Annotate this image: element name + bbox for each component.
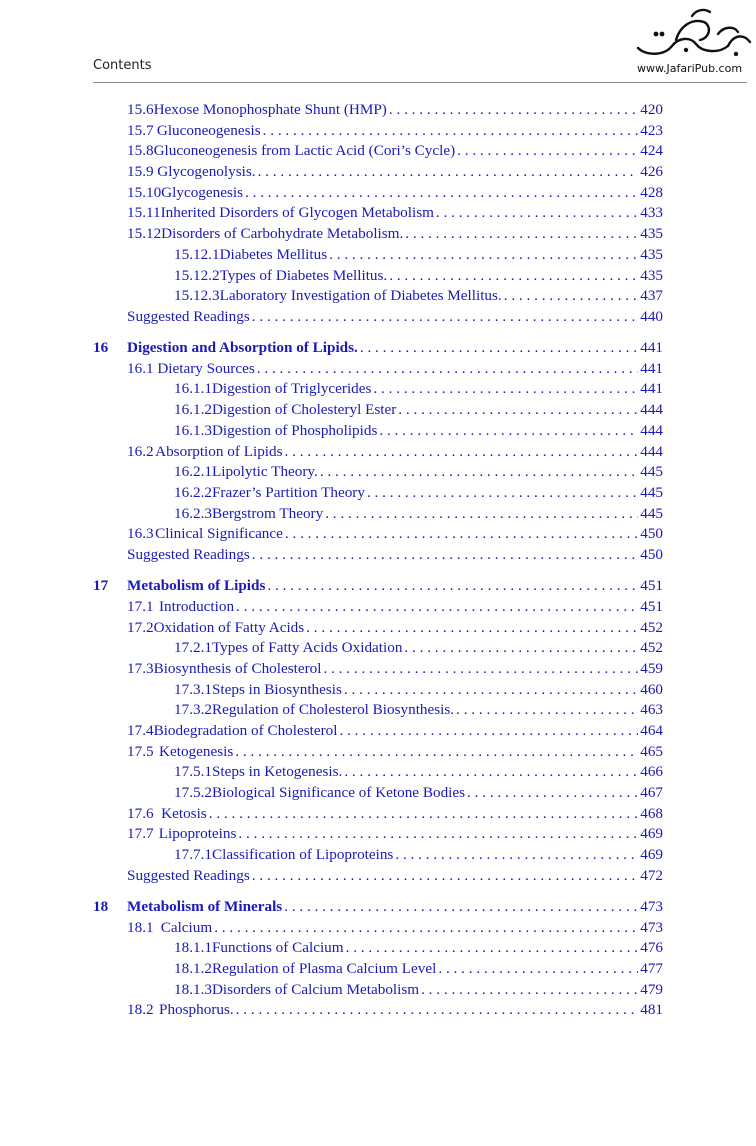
toc-entry-link[interactable] xyxy=(127,597,663,618)
toc-entry-link[interactable] xyxy=(127,162,663,183)
dot-leader xyxy=(436,203,638,224)
dot-leader xyxy=(258,162,639,183)
page-number: 463 xyxy=(640,701,663,719)
toc-entry-link[interactable] xyxy=(127,338,663,359)
toc-entry-link[interactable] xyxy=(127,545,663,566)
dot-leader xyxy=(504,286,638,307)
dot-leader xyxy=(252,545,638,566)
page-number: 444 xyxy=(640,421,663,439)
section-number: 15.12.2 xyxy=(174,266,220,284)
section-number: 16.1.1 xyxy=(174,380,212,398)
page-number: 452 xyxy=(640,639,663,657)
section-title: Biosynthesis of Cholesterol xyxy=(153,659,322,677)
section-number: 18.1 xyxy=(127,918,154,936)
toc-entry-link[interactable] xyxy=(127,183,663,204)
section-number: 15.11 xyxy=(127,204,161,222)
toc-entry-link[interactable] xyxy=(127,918,663,939)
dot-leader xyxy=(421,980,638,1001)
dot-leader xyxy=(267,576,638,597)
section-number: 15.10 xyxy=(127,183,162,201)
page-number: 441 xyxy=(640,380,663,398)
section-title: Digestion of Triglycerides xyxy=(211,380,372,398)
section-number: 17.3.1 xyxy=(174,680,212,698)
section-title: Biological Significance of Ketone Bodies xyxy=(211,784,466,801)
section-title: Calcium xyxy=(160,918,213,936)
section-title: Metabolism of Minerals xyxy=(127,897,283,915)
toc-row xyxy=(0,1000,756,1021)
running-head: Contents xyxy=(93,58,152,73)
section-title: Glycogenesis xyxy=(161,183,243,201)
page-number: 467 xyxy=(640,784,663,801)
dot-leader xyxy=(457,141,638,162)
section-title: Metabolism of Lipids xyxy=(127,577,266,595)
section-title: Types of Fatty Acids Oxidation xyxy=(211,639,403,657)
toc-row xyxy=(0,659,756,680)
dot-leader xyxy=(245,183,638,204)
page-number: 481 xyxy=(640,1001,663,1019)
toc-chapter-row xyxy=(0,897,756,918)
section-number: 15.12 xyxy=(127,225,162,243)
page-number: 423 xyxy=(640,121,663,139)
dot-leader xyxy=(438,959,638,980)
toc-row xyxy=(0,359,756,380)
page-number: 420 xyxy=(640,101,663,118)
header-rule xyxy=(93,82,747,83)
section-title: Digestion and Absorption of Lipids. xyxy=(127,339,358,357)
toc-entry-link[interactable] xyxy=(174,462,663,483)
toc-entry-link[interactable] xyxy=(127,721,663,742)
toc-entry-link[interactable] xyxy=(174,783,663,804)
dot-leader xyxy=(284,897,638,918)
toc-entry-link[interactable] xyxy=(127,824,663,845)
toc-row xyxy=(0,183,756,204)
page-number: 468 xyxy=(640,804,663,822)
toc-entry-link[interactable] xyxy=(127,203,663,224)
toc-entry-link[interactable] xyxy=(127,524,663,545)
toc-entry-link[interactable] xyxy=(174,762,663,783)
toc-entry-link[interactable] xyxy=(127,121,663,142)
page-number: 441 xyxy=(640,339,663,357)
toc-entry-link[interactable] xyxy=(127,307,663,328)
page-number: 473 xyxy=(640,897,663,915)
page-number: 445 xyxy=(640,504,663,522)
section-title: Disorders of Carbohydrate Metabolism. xyxy=(161,225,404,243)
toc-entry-link[interactable] xyxy=(174,504,663,525)
dot-leader xyxy=(252,866,638,887)
page-number: 435 xyxy=(640,245,663,263)
toc-entry-link[interactable] xyxy=(127,100,663,121)
toc-row xyxy=(0,462,756,483)
dot-leader xyxy=(389,266,638,287)
section-title: Introduction xyxy=(158,597,235,615)
page-number: 437 xyxy=(640,287,663,305)
dot-leader xyxy=(398,400,638,421)
toc-entry-link[interactable] xyxy=(174,938,663,959)
toc-entry-link[interactable] xyxy=(127,141,663,162)
toc-row xyxy=(0,224,756,245)
toc-row xyxy=(0,121,756,142)
section-title: Lipolytic Theory. xyxy=(211,463,318,481)
toc-entry-link[interactable] xyxy=(127,618,663,639)
page-number: 444 xyxy=(640,401,663,419)
dot-leader xyxy=(467,783,638,804)
toc-row xyxy=(0,938,756,959)
page-number: 441 xyxy=(640,359,663,377)
section-number: 18.1.2 xyxy=(174,960,212,977)
toc-entry-link[interactable] xyxy=(127,742,663,763)
page-number: 444 xyxy=(640,442,663,460)
toc-row xyxy=(0,483,756,504)
dot-leader xyxy=(209,804,639,825)
toc-chapter-row xyxy=(0,338,756,359)
toc-row xyxy=(0,442,756,463)
dot-leader xyxy=(263,121,639,142)
section-number: 15.12.3 xyxy=(174,287,220,305)
section-title: Lipoproteins xyxy=(158,825,237,843)
toc-entry-link[interactable] xyxy=(174,421,663,442)
toc-row xyxy=(0,524,756,545)
section-number: 18.1.1 xyxy=(174,939,212,957)
toc-entry-link[interactable] xyxy=(127,659,663,680)
section-title: Disorders of Calcium Metabolism xyxy=(211,980,420,998)
section-number: 16.2 xyxy=(127,442,154,460)
dot-leader xyxy=(325,504,638,525)
toc-entry-link[interactable] xyxy=(174,980,663,1001)
toc-row xyxy=(0,783,756,804)
toc-entry-link[interactable] xyxy=(174,379,663,400)
section-title: Classification of Lipoproteins xyxy=(211,846,394,864)
section-title: Gluconeogenesis from Lactic Acid (Cori’s Cycle) xyxy=(153,142,456,160)
section-number: 15.12.1 xyxy=(174,245,220,263)
dot-leader xyxy=(360,338,638,359)
toc-row xyxy=(0,203,756,224)
page-number: 445 xyxy=(640,483,663,501)
section-title: Phosphorus. xyxy=(159,1001,234,1019)
page-number: 426 xyxy=(640,163,663,181)
section-number: 18.2 xyxy=(127,1001,154,1019)
page-number: 450 xyxy=(640,545,663,563)
toc-entry-link[interactable] xyxy=(127,224,663,245)
toc-entry-link[interactable] xyxy=(174,638,663,659)
section-number: 17.1 xyxy=(127,597,154,615)
toc-row xyxy=(0,100,756,121)
section-number: 17.3.2 xyxy=(174,701,212,719)
section-title: Inherited Disorders of Glycogen Metabolism xyxy=(160,204,434,222)
toc-entry-link[interactable] xyxy=(174,286,663,307)
page-number: 466 xyxy=(640,763,663,781)
section-number: 16.2.2 xyxy=(174,483,212,501)
page-number: 452 xyxy=(640,618,663,636)
toc-row xyxy=(0,286,756,307)
toc-row xyxy=(0,959,756,980)
section-title: Clinical Significance xyxy=(155,525,283,543)
toc-entry-link[interactable] xyxy=(174,959,663,980)
section-title: Dietary Sources xyxy=(157,359,255,377)
dot-leader xyxy=(257,359,638,380)
page-number: 469 xyxy=(640,846,663,864)
chapter-number: 17 xyxy=(93,577,109,595)
toc-row xyxy=(0,400,756,421)
section-title: Regulation of Cholesterol Biosynthesis. xyxy=(211,701,455,719)
page-number: 464 xyxy=(640,721,663,739)
chapter-number: 16 xyxy=(93,339,109,357)
toc-row xyxy=(0,266,756,287)
toc-row xyxy=(0,245,756,266)
section-number: 18.1.3 xyxy=(174,980,212,998)
section-number: 17.6 xyxy=(127,804,154,822)
toc-row xyxy=(0,141,756,162)
section-number: 17.2 xyxy=(127,618,154,636)
dot-leader xyxy=(306,618,638,639)
section-title: Diabetes Mellitus xyxy=(219,245,328,263)
toc-row xyxy=(0,162,756,183)
section-title: Types of Diabetes Mellitus. xyxy=(219,266,388,284)
dot-leader xyxy=(373,379,638,400)
page-number: 445 xyxy=(640,463,663,481)
dot-leader xyxy=(323,659,638,680)
toc-row xyxy=(0,866,756,887)
toc-row xyxy=(0,742,756,763)
section-title: Suggested Readings xyxy=(127,866,250,884)
section-number: 16.3 xyxy=(127,525,154,543)
toc-row xyxy=(0,845,756,866)
toc-entry-link[interactable] xyxy=(174,483,663,504)
section-number: 16.1.3 xyxy=(174,421,212,439)
page-number: 479 xyxy=(640,980,663,998)
dot-leader xyxy=(367,483,638,504)
dot-leader xyxy=(320,462,638,483)
toc-row xyxy=(0,618,756,639)
section-title: Glycogenolysis. xyxy=(157,163,256,181)
page-number: 450 xyxy=(640,525,663,543)
section-number: 16.2.3 xyxy=(174,504,212,522)
toc-entry-link[interactable] xyxy=(127,804,663,825)
section-title: Oxidation of Fatty Acids xyxy=(153,618,305,636)
section-number: 17.4 xyxy=(127,721,154,739)
section-number: 17.5.1 xyxy=(174,763,212,781)
dot-leader xyxy=(395,845,638,866)
page-number: 435 xyxy=(640,266,663,284)
section-title: Laboratory Investigation of Diabetes Mellitus. xyxy=(219,287,502,305)
section-title: Functions of Calcium xyxy=(211,939,344,957)
section-title: Suggested Readings xyxy=(127,545,250,563)
section-title: Suggested Readings xyxy=(127,307,250,325)
dot-leader xyxy=(238,824,638,845)
dot-leader xyxy=(344,680,638,701)
section-number: 17.2.1 xyxy=(174,639,212,657)
page-number: 476 xyxy=(640,939,663,957)
dot-leader xyxy=(379,421,638,442)
dot-leader xyxy=(404,638,638,659)
section-title: Regulation of Plasma Calcium Level xyxy=(211,960,437,977)
dot-leader xyxy=(285,524,638,545)
section-title: Digestion of Cholesteryl Ester xyxy=(211,401,397,419)
section-title: Frazer’s Partition Theory xyxy=(211,483,365,501)
toc-entry-link[interactable] xyxy=(174,245,663,266)
dot-leader xyxy=(252,307,638,328)
section-title: Hexose Monophosphate Shunt (HMP) xyxy=(153,101,387,118)
dot-leader xyxy=(344,762,638,783)
toc-row xyxy=(0,804,756,825)
section-number: 16.2.1 xyxy=(174,463,212,481)
dot-leader xyxy=(235,742,638,763)
section-title: Ketosis xyxy=(161,804,207,822)
dot-leader xyxy=(236,597,638,618)
dot-leader xyxy=(214,918,638,939)
dot-leader xyxy=(456,700,638,721)
toc-entry-link[interactable] xyxy=(174,845,663,866)
section-number: 17.5.2 xyxy=(174,784,212,801)
section-title: Steps in Ketogenesis. xyxy=(211,763,343,781)
toc-row xyxy=(0,721,756,742)
dot-leader xyxy=(329,245,638,266)
section-title: Bergstrom Theory xyxy=(211,504,324,522)
page-number: 460 xyxy=(640,680,663,698)
page-number: 451 xyxy=(640,597,663,615)
section-number: 16.1 xyxy=(127,359,154,377)
section-number: 17.7 xyxy=(127,825,154,843)
toc-entry-link[interactable] xyxy=(174,700,663,721)
toc-entry-link[interactable] xyxy=(127,866,663,887)
section-number: 17.3 xyxy=(127,659,154,677)
toc-row xyxy=(0,680,756,701)
toc-row xyxy=(0,918,756,939)
section-title: Biodegradation of Cholesterol xyxy=(153,721,338,739)
section-number: 15.9 xyxy=(127,163,154,181)
toc-row xyxy=(0,307,756,328)
toc-row xyxy=(0,824,756,845)
toc-row xyxy=(0,700,756,721)
toc-entry-link[interactable] xyxy=(174,680,663,701)
section-number: 17.5 xyxy=(127,742,154,760)
section-title: Digestion of Phospholipids xyxy=(211,421,378,439)
chapter-number: 18 xyxy=(93,897,109,915)
dot-leader xyxy=(285,442,639,463)
page-number: 433 xyxy=(640,204,663,222)
toc-row xyxy=(0,597,756,618)
toc-row xyxy=(0,762,756,783)
dot-leader xyxy=(236,1000,639,1021)
toc-row xyxy=(0,504,756,525)
dot-leader xyxy=(405,224,638,245)
toc-chapter-row xyxy=(0,576,756,597)
toc-row xyxy=(0,980,756,1001)
page-number: 440 xyxy=(640,307,663,325)
page-number: 459 xyxy=(640,659,663,677)
dot-leader xyxy=(339,721,638,742)
page-number: 435 xyxy=(640,225,663,243)
section-title: Steps in Biosynthesis xyxy=(211,680,342,698)
section-title: Gluconeogenesis xyxy=(156,121,261,139)
page-number: 428 xyxy=(640,183,663,201)
section-number: 16.1.2 xyxy=(174,401,212,419)
toc-row xyxy=(0,421,756,442)
toc-entry-link[interactable] xyxy=(127,442,663,463)
dot-leader xyxy=(346,938,639,959)
section-title: Absorption of Lipids xyxy=(155,442,283,460)
toc-entry-link[interactable] xyxy=(127,359,663,380)
page-number: 451 xyxy=(640,577,663,595)
page-number: 472 xyxy=(640,866,663,884)
toc-row xyxy=(0,638,756,659)
toc-row xyxy=(0,545,756,566)
page-number: 424 xyxy=(640,142,663,160)
section-number: 15.6 xyxy=(127,101,154,118)
toc-row xyxy=(0,379,756,400)
publisher-url: www.JafariPub.com xyxy=(637,62,743,75)
table-of-contents xyxy=(0,100,756,1021)
section-number: 17.7.1 xyxy=(174,846,212,864)
page-number: 473 xyxy=(640,918,663,936)
toc-entry-link[interactable] xyxy=(174,266,663,287)
section-title: Ketogenesis xyxy=(159,742,234,760)
toc-entry-link[interactable] xyxy=(127,576,663,597)
toc-entry-link[interactable] xyxy=(127,897,663,918)
page-number: 477 xyxy=(640,960,663,977)
section-number: 15.8 xyxy=(127,142,154,160)
page-number: 465 xyxy=(640,742,663,760)
toc-entry-link[interactable] xyxy=(174,400,663,421)
section-number: 15.7 xyxy=(127,121,154,139)
page-number: 469 xyxy=(640,825,663,843)
toc-entry-link[interactable] xyxy=(127,1000,663,1021)
dot-leader xyxy=(389,100,638,121)
